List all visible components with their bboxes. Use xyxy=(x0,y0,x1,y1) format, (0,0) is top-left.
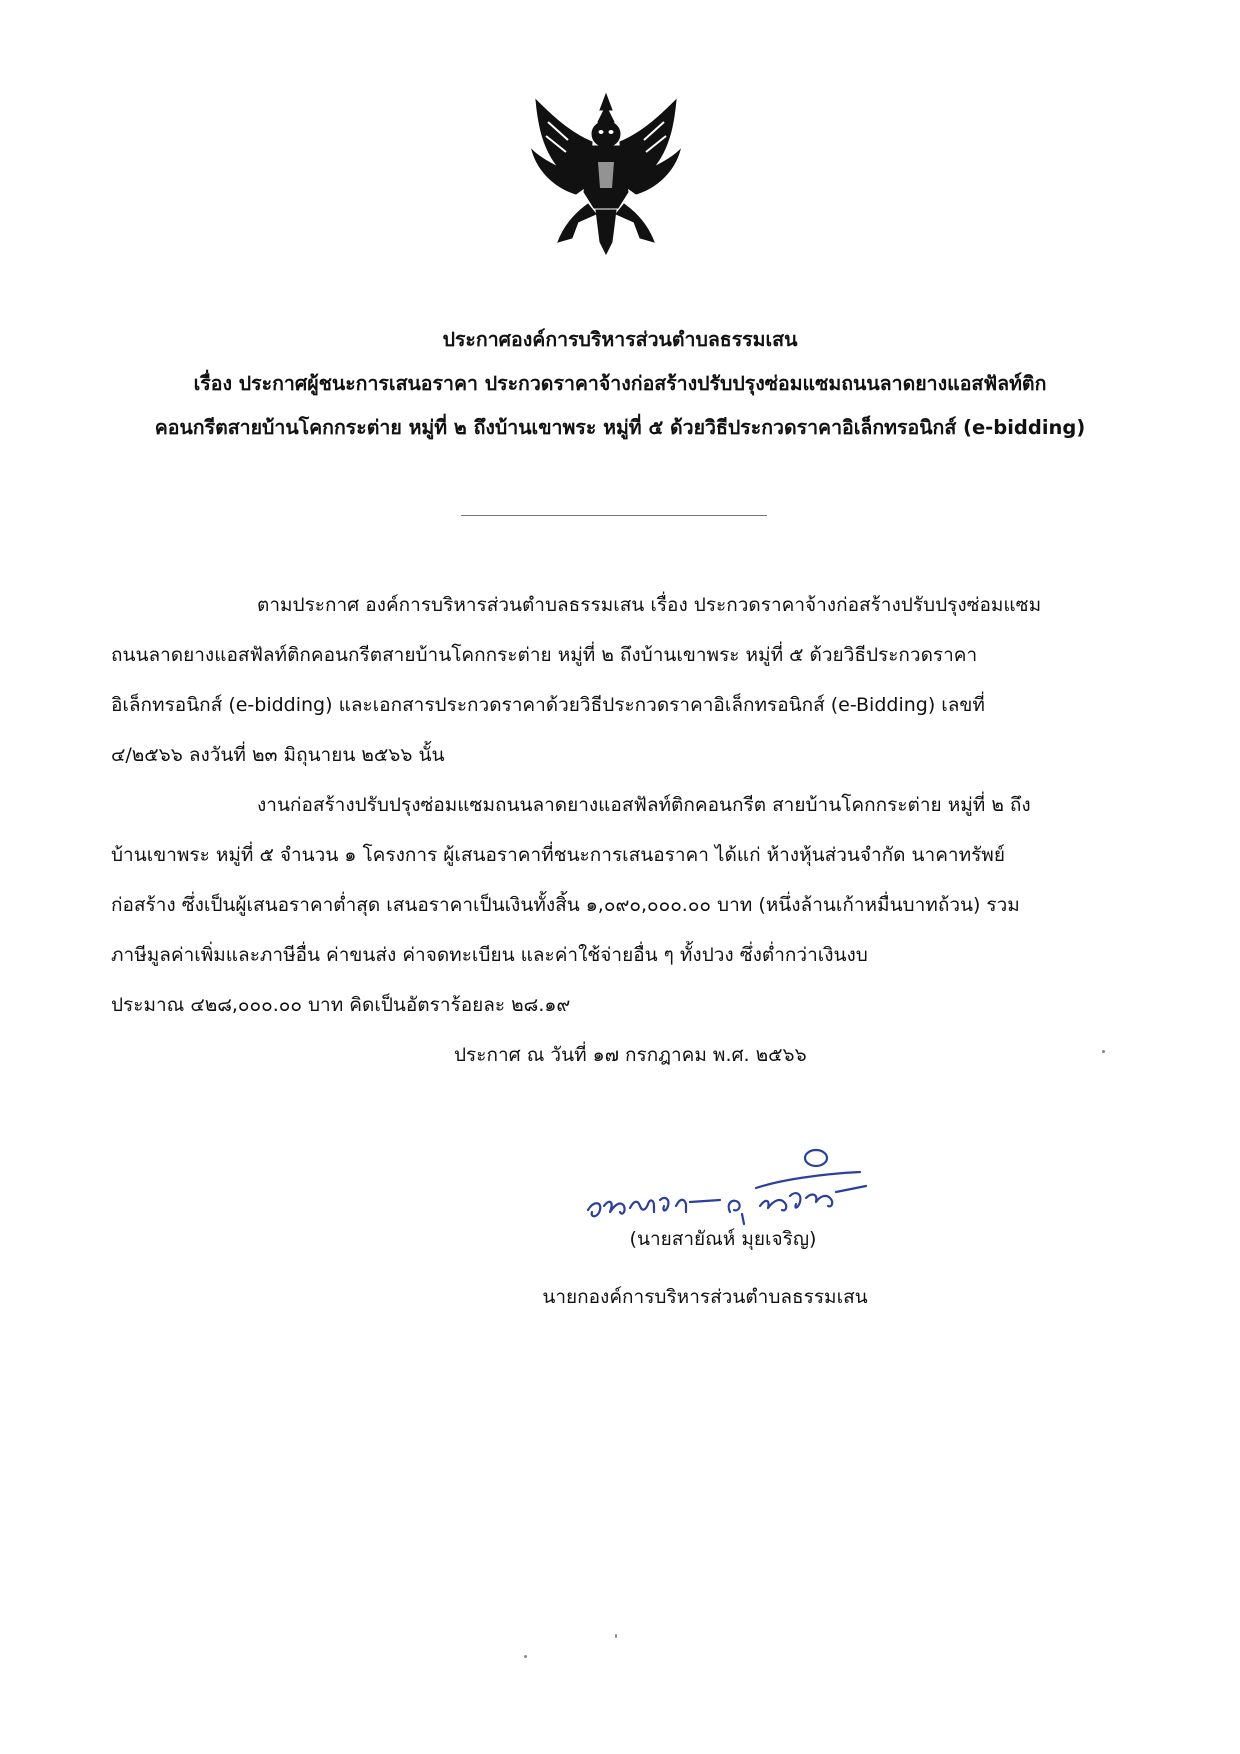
paragraph-winner xyxy=(111,780,1111,1030)
paragraph-line: ภาษีมูลค่าเพิ่มและภาษีอื่น ค่าขนส่ง ค่าจดทะเบียน และค่าใช้จ่ายอื่น ๆ ทั้งปวง ซึ่งต่ำกว่าเงินงบ xyxy=(111,944,868,966)
paragraph-line: ๔/๒๕๖๖ ลงวันที่ ๒๓ มิถุนายน ๒๕๖๖ นั้น xyxy=(111,744,445,766)
garuda-emblem-icon xyxy=(528,92,684,256)
heading-subject-line-1: เรื่อง ประกาศผู้ชนะการเสนอราคา ประกวดราคาจ้างก่อสร้างปรับปรุงซ่อมแซมถนนลาดยางแอสฟัลท์ติก xyxy=(193,372,1047,395)
scan-speck xyxy=(615,1634,617,1638)
signer-position: นายกองค์การบริหารส่วนตำบลธรรมเสน xyxy=(542,1286,868,1308)
scan-speck xyxy=(524,1655,527,1658)
heading-divider xyxy=(461,515,767,516)
paragraph-line: อิเล็กทรอนิกส์ (e-bidding) และเอกสารประกวดราคาด้วยวิธีประกวดราคาอิเล็กทรอนิกส์ (e-Bidding) เลขที่ xyxy=(111,694,985,716)
paragraph-line: ถนนลาดยางแอสฟัลท์ติกคอนกรีตสายบ้านโคกกระต่าย หมู่ที่ ๒ ถึงบ้านเขาพระ หมู่ที่ ๕ ด้วยวิธีประกวดราคา xyxy=(111,644,978,666)
paragraph-line: งานก่อสร้างปรับปรุงซ่อมแซมถนนลาดยางแอสฟัลท์ติกคอนกรีต สายบ้านโคกกระต่าย หมู่ที่ ๒ ถึง xyxy=(257,794,1031,816)
paragraph-line: ตามประกาศ องค์การบริหารส่วนตำบลธรรมเสน เรื่อง ประกวดราคาจ้างก่อสร้างปรับปรุงซ่อมแซม xyxy=(257,594,1042,616)
paragraph-line: บ้านเขาพระ หมู่ที่ ๕ จำนวน ๑ โครงการ ผู้เสนอราคาที่ชนะการเสนอราคา ได้แก่ ห้างหุ้นส่วนจำกัด นาคาทรัพย์ xyxy=(111,844,1005,866)
paragraph-line: ก่อสร้าง ซึ่งเป็นผู้เสนอราคาต่ำสุด เสนอราคาเป็นเงินทั้งสิ้น ๑,๐๙๐,๐๐๐.๐๐ บาท (หนึ่งล้านเก้าหมื่นบาทถ้วน) รวม xyxy=(111,894,1020,916)
announcement-date: ประกาศ ณ วันที่ ๑๗ กรกฎาคม พ.ศ. ๒๕๖๖ xyxy=(454,1044,807,1066)
heading-subject-line-2: คอนกรีตสายบ้านโคกกระต่าย หมู่ที่ ๒ ถึงบ้านเขาพระ หมู่ที่ ๕ ด้วยวิธีประกวดราคาอิเล็กทรอนิกส์ (e-bidding) xyxy=(154,416,1086,439)
scan-speck xyxy=(1102,1050,1105,1053)
paragraph-reference xyxy=(111,580,1111,780)
heading-organization: ประกาศองค์การบริหารส่วนตำบลธรรมเสน xyxy=(442,328,798,351)
announcement-heading xyxy=(60,318,1180,450)
paragraph-line: ประมาณ ๔๒๘,๐๐๐.๐๐ บาท คิดเป็นอัตราร้อยละ ๒๘.๑๙ xyxy=(111,994,571,1016)
signer-name: (นายสายัณห์ มุยเจริญ) xyxy=(629,1228,817,1250)
handwritten-signature xyxy=(580,1140,890,1230)
announcement-body xyxy=(111,580,1111,1030)
